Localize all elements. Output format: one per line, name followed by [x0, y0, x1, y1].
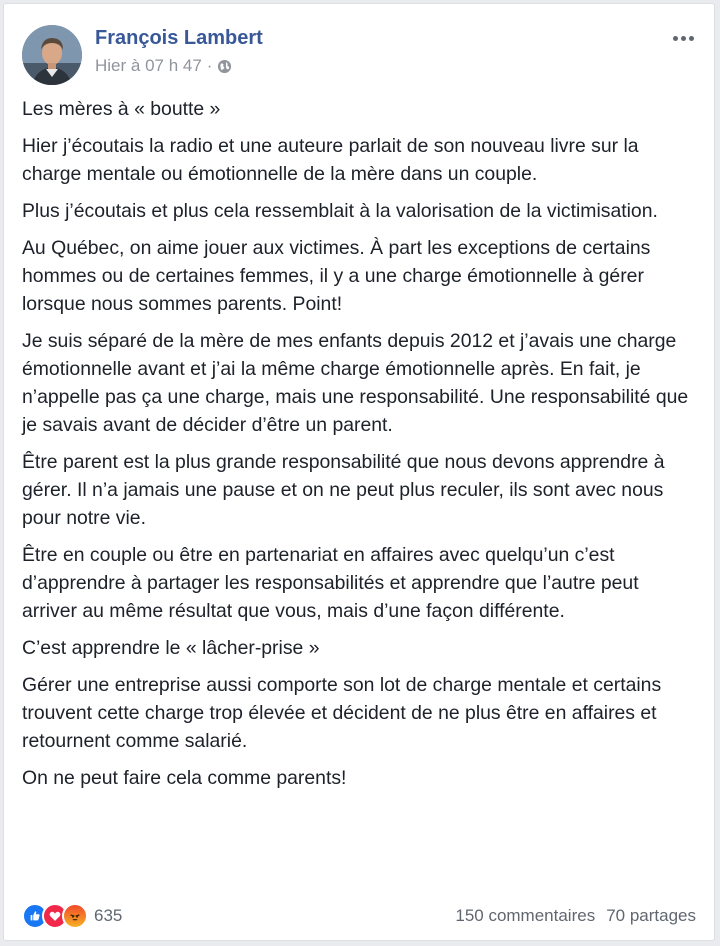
- more-options-icon[interactable]: [668, 28, 698, 48]
- post-paragraph: Les mères à « boutte »: [22, 98, 221, 120]
- reactions-summary[interactable]: [22, 903, 122, 929]
- post-paragraph: Au Québec, on aime jouer aux victimes. À part les exceptions de certains hommes ou de certaines femmes, il y a une charge émotionnelle à gérer lorsque nous sommes parents. Point!: [22, 237, 651, 315]
- post-paragraph: Gérer une entreprise aussi comporte son lot de charge mentale et certains trouvent cette charge trop élevée et décident de ne plus être en affaires et retournent comme salarié.: [22, 674, 662, 752]
- post-paragraph: On ne peut faire cela comme parents!: [22, 767, 347, 789]
- dot: [689, 36, 694, 41]
- angry-icon: [62, 903, 88, 929]
- globe-icon[interactable]: [217, 59, 232, 74]
- post-paragraph: Plus j’écoutais et plus cela ressemblait à la valorisation de la victimisation.: [22, 200, 658, 222]
- post-paragraph: Être en couple ou être en partenariat en affaires avec quelqu’un c’est d’apprendre à partager les responsabilités et apprendre que l’autre peut arriver au même résultat que vous, mais d’une façon différente.: [22, 544, 639, 622]
- post-paragraph: Je suis séparé de la mère de mes enfants depuis 2012 et j’avais une charge émotionnelle avant et j’ai la même charge émotionnelle après. En fait, je n’appelle pas ça une charge, mais une responsabilité. Une responsabilité que je savais avant de décider d’être un parent.: [22, 330, 689, 436]
- post-paragraph: C’est apprendre le « lâcher-prise »: [22, 637, 320, 659]
- meta-separator: ·: [206, 56, 213, 75]
- reaction-icons: [22, 903, 88, 929]
- author-avatar[interactable]: [22, 25, 82, 85]
- post-timestamp[interactable]: Hier à 07 h 47: [95, 56, 202, 75]
- post-paragraph: Hier j’écoutais la radio et une auteure parlait de son nouveau livre sur la charge mentale ou émotionnelle de la mère dans un couple.: [22, 135, 639, 185]
- comments-count-link[interactable]: 150 commentaires: [455, 906, 596, 925]
- dot: [673, 36, 678, 41]
- facebook-post: [3, 3, 715, 941]
- post-meta: [95, 56, 232, 76]
- author-name-link[interactable]: François Lambert: [95, 27, 263, 49]
- post-paragraph: Être parent est la plus grande responsabilité que nous devons apprendre à gérer. Il n’a jamais une pause et on ne peut plus reculer, ils sont avec nous pour notre vie.: [22, 451, 665, 529]
- post-header: [22, 22, 698, 88]
- post-footer: [22, 901, 696, 931]
- shares-count-link[interactable]: 70 partages: [606, 906, 696, 925]
- post-body: [22, 95, 698, 801]
- reaction-count[interactable]: 635: [94, 906, 123, 925]
- engagement-stats: [455, 906, 696, 926]
- dot: [681, 36, 686, 41]
